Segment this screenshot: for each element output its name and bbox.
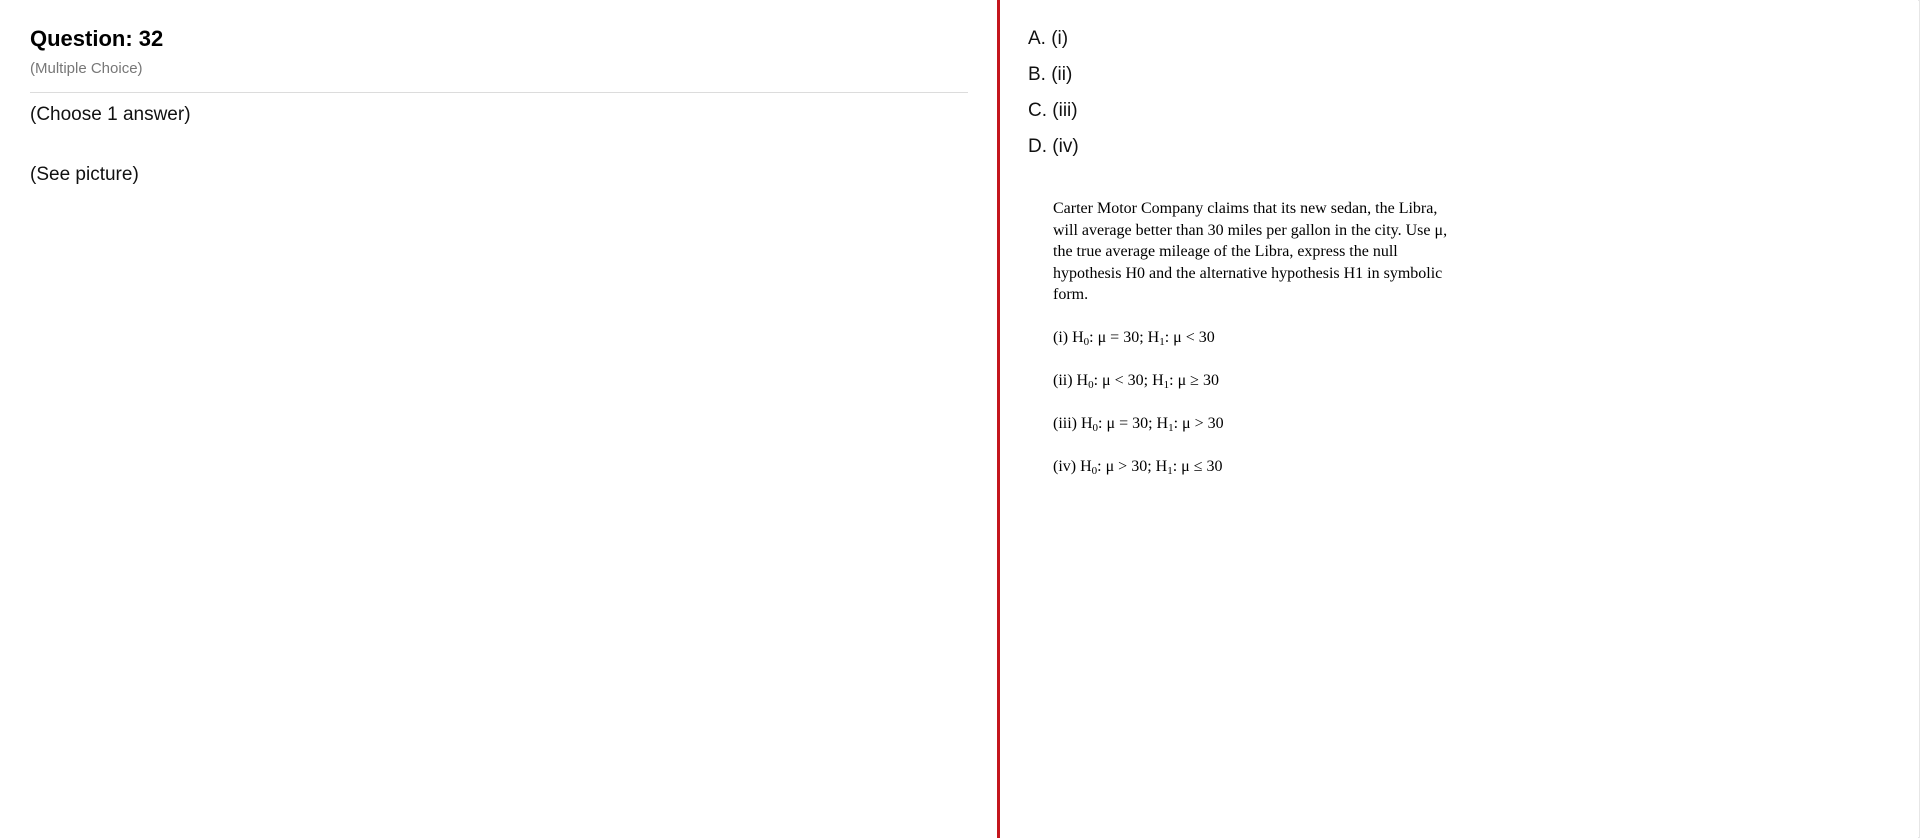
null-subscript: 0 bbox=[1083, 335, 1090, 348]
alt-subscript: 1 bbox=[1168, 421, 1174, 434]
picture-text-line: will average better than 30 miles per gallon in the city. Use μ, bbox=[1053, 221, 1448, 239]
null-subscript: 0 bbox=[1092, 421, 1099, 434]
hypothesis-rel: : μ ≤ 30 bbox=[1172, 457, 1223, 475]
question-title: Question: 32 bbox=[30, 26, 164, 51]
picture-text-line: the true average mileage of the Libra, express the null bbox=[1053, 243, 1398, 260]
hypothesis-mid: : μ > 30; H bbox=[1097, 457, 1168, 475]
question-divider bbox=[30, 92, 968, 93]
alt-subscript: 1 bbox=[1167, 464, 1173, 477]
hypothesis-mid: : μ = 30; H bbox=[1089, 328, 1160, 346]
picture-text-line: Carter Motor Company claims that its new sedan, the Libra, bbox=[1053, 200, 1438, 217]
answer-pane bbox=[1000, 0, 1918, 838]
null-subscript: 0 bbox=[1088, 378, 1094, 391]
hypothesis-i bbox=[1053, 327, 1553, 349]
option-b[interactable]: B. (ii) bbox=[1028, 64, 1073, 85]
picture-text-line: hypothesis H0 and the alternative hypothesis H1 in symbolic bbox=[1053, 264, 1443, 282]
hypothesis-rel: : μ ≥ 30 bbox=[1169, 371, 1219, 389]
option-a[interactable]: A. (i) bbox=[1028, 28, 1069, 49]
question-instruction: (Choose 1 answer) bbox=[30, 104, 191, 125]
picture-problem-text bbox=[1053, 198, 1523, 306]
question-type: (Multiple Choice) bbox=[30, 60, 143, 77]
option-c[interactable]: C. (iii) bbox=[1028, 100, 1078, 121]
hypothesis-iii bbox=[1053, 413, 1553, 435]
hypothesis-iv bbox=[1053, 456, 1553, 478]
hypothesis-mid: : μ < 30; H bbox=[1093, 371, 1164, 389]
picture-text-line: form. bbox=[1053, 286, 1089, 303]
hypothesis-prefix: (i) H bbox=[1053, 328, 1084, 346]
hypothesis-mid: : μ = 30; H bbox=[1098, 414, 1169, 432]
alt-subscript: 1 bbox=[1159, 335, 1165, 348]
answer-options bbox=[1028, 26, 1079, 170]
option-d[interactable]: D. (iv) bbox=[1028, 136, 1079, 157]
alt-subscript: 1 bbox=[1163, 378, 1170, 391]
hypothesis-prefix: (iv) H bbox=[1053, 457, 1092, 475]
question-picture bbox=[1053, 198, 1553, 498]
hypothesis-rel: : μ > 30 bbox=[1173, 414, 1224, 432]
hypothesis-rel: : μ < 30 bbox=[1164, 328, 1215, 346]
hypothesis-ii bbox=[1053, 370, 1553, 392]
hypothesis-prefix: (ii) H bbox=[1053, 371, 1089, 389]
question-prompt: (See picture) bbox=[30, 164, 139, 185]
null-subscript: 0 bbox=[1091, 464, 1098, 477]
hypothesis-prefix: (iii) H bbox=[1053, 414, 1093, 432]
